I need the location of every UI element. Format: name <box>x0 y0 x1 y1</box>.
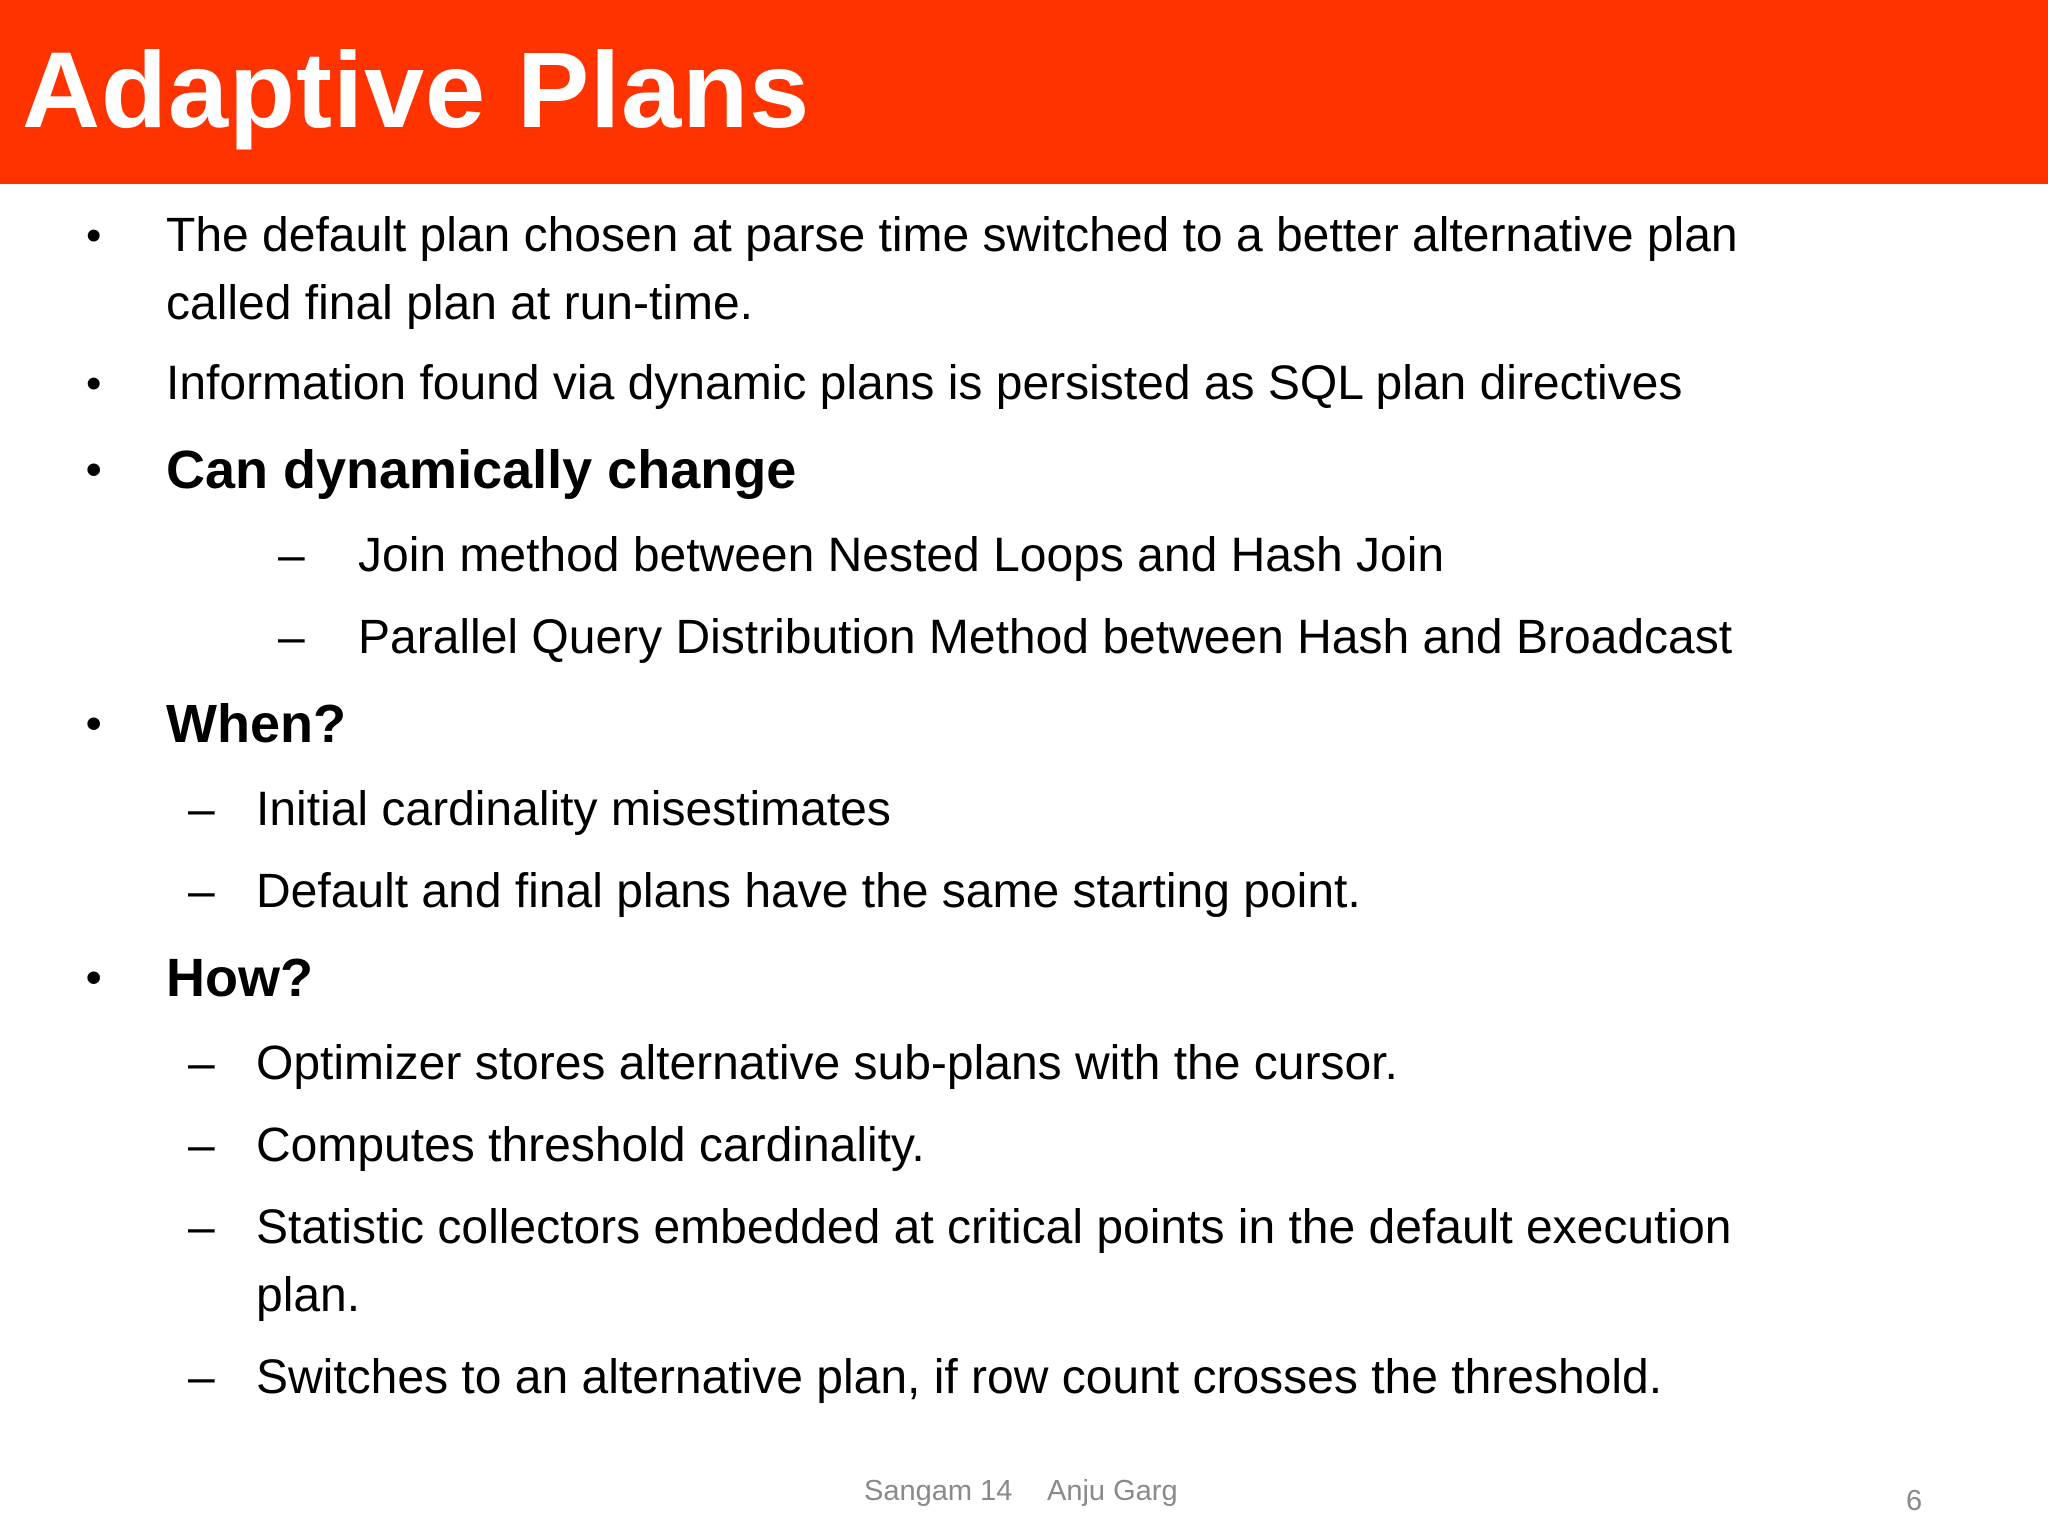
bullet-heading: How? <box>166 948 313 1008</box>
sub-bullet-item <box>188 1194 1732 1330</box>
bullet-marker: • <box>86 211 102 260</box>
sub-bullet-item <box>188 858 1361 926</box>
page-number: 6 <box>1906 1485 1923 1517</box>
bullet-text: Information found via dynamic plans is persisted as SQL plan directives <box>166 357 1683 410</box>
bullet-heading: When? <box>166 694 346 754</box>
title-bar <box>0 0 2048 184</box>
slide-title: Adaptive Plans <box>22 29 811 150</box>
sub-bullet-item <box>188 1112 925 1180</box>
dash-marker: – <box>278 529 305 582</box>
bullet-marker: • <box>86 699 102 748</box>
sub-bullet-item <box>188 1030 1398 1098</box>
bullet-item <box>86 436 797 504</box>
sub-bullet-item <box>188 1344 1663 1412</box>
dash-marker: – <box>188 1201 215 1254</box>
dash-marker: – <box>188 1037 215 1090</box>
bullet-item <box>86 350 1683 418</box>
bullet-heading: Can dynamically change <box>166 440 797 500</box>
bullet-marker: • <box>86 953 102 1002</box>
bullet-marker: • <box>86 359 102 408</box>
bullet-text-continued: called final plan at run-time. <box>166 277 753 330</box>
dash-marker: – <box>188 1351 215 1404</box>
sub-bullet-text: Initial cardinality misestimates <box>256 783 891 836</box>
sub-bullet-item <box>188 776 891 844</box>
bullet-marker: • <box>86 445 102 494</box>
dash-marker: – <box>188 1119 215 1172</box>
bullet-item <box>86 202 1738 338</box>
dash-marker: – <box>278 611 305 664</box>
bullet-item <box>86 690 346 758</box>
sub-bullet-text-continued: plan. <box>256 1269 361 1322</box>
dash-marker: – <box>188 783 215 836</box>
sub-bullet-text: Statistic collectors embedded at critical points in the default execution <box>256 1201 1732 1254</box>
sub-bullet-text: Join method between Nested Loops and Hash Join <box>358 529 1445 582</box>
sub-bullet-text: Switches to an alternative plan, if row count crosses the threshold. <box>256 1351 1663 1404</box>
sub-bullet-text: Optimizer stores alternative sub-plans with the cursor. <box>256 1037 1398 1090</box>
dash-marker: – <box>188 865 215 918</box>
footer-author: Anju Garg <box>1047 1475 1178 1507</box>
sub-bullet-text: Parallel Query Distribution Method between Hash and Broadcast <box>358 611 1733 664</box>
sub-bullet-item <box>278 522 1445 590</box>
sub-bullet-item <box>278 604 1733 672</box>
sub-bullet-text: Default and final plans have the same starting point. <box>256 865 1361 918</box>
sub-bullet-text: Computes threshold cardinality. <box>256 1119 925 1172</box>
bullet-text: The default plan chosen at parse time switched to a better alternative plan <box>166 209 1738 262</box>
footer-event: Sangam 14 <box>864 1475 1013 1507</box>
bullet-item <box>86 944 313 1012</box>
